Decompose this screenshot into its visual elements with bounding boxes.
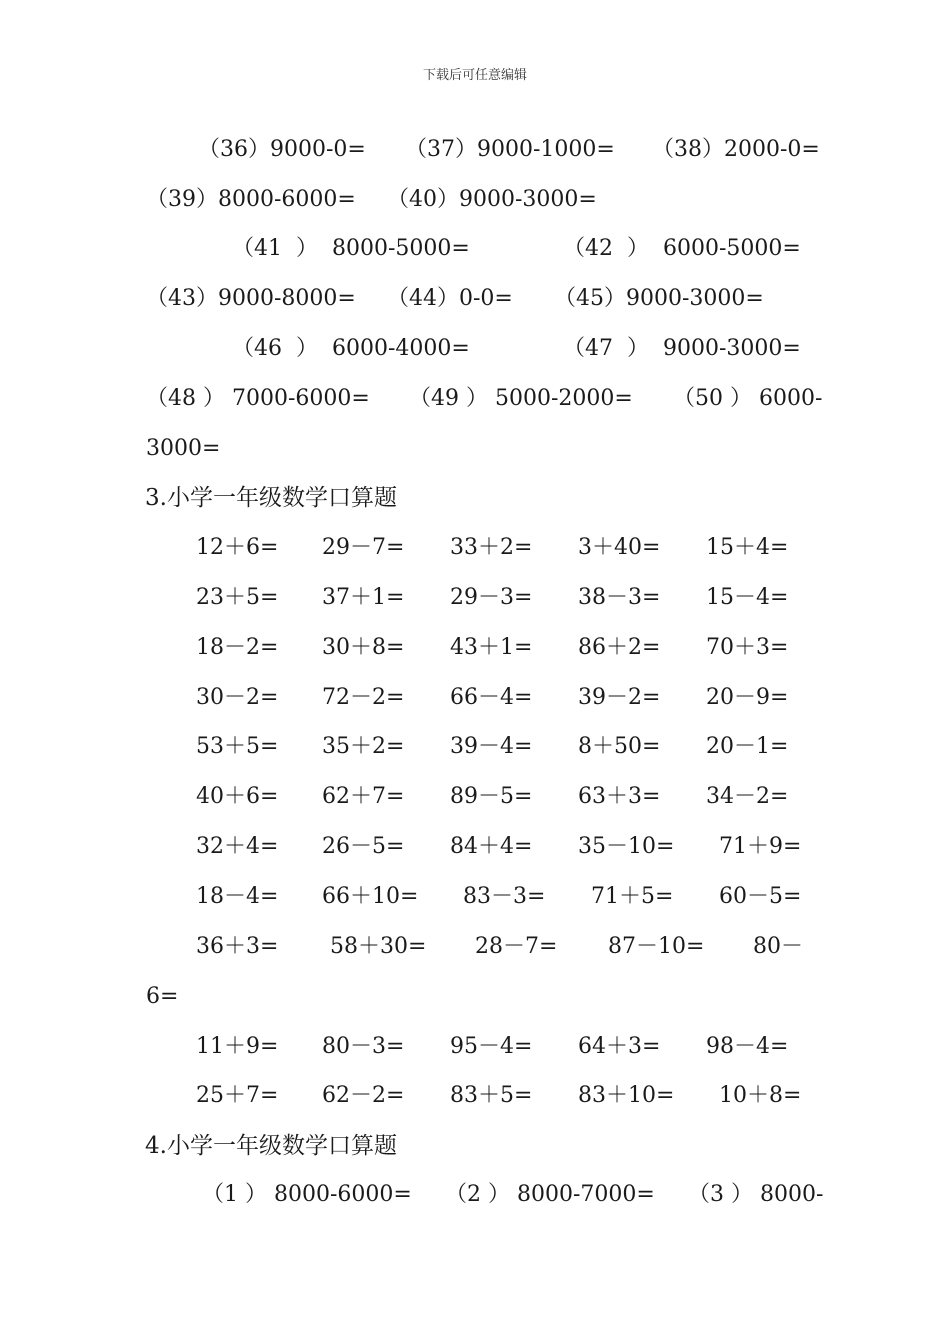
- section-4-title: 4.小学一年级数学口算题: [145, 1133, 397, 1159]
- problem-46: （46 ） 6000-4000=: [232, 336, 470, 361]
- problem: 83＋5=: [450, 1083, 533, 1108]
- problem: 32＋4=: [196, 834, 279, 859]
- problem-2: （2 ） 8000-7000=: [445, 1182, 655, 1207]
- problem-39: （39）8000-6000=: [146, 187, 356, 212]
- problem: 18－2=: [196, 635, 279, 660]
- problem-43: （43）9000-8000=: [146, 286, 356, 311]
- problem: 66－4=: [450, 685, 533, 710]
- problem: 35＋2=: [322, 734, 405, 759]
- problem: 84＋4=: [450, 834, 533, 859]
- problem: 8＋50=: [578, 734, 661, 759]
- problem-45: （45）9000-3000=: [554, 286, 764, 311]
- problem: 33＋2=: [450, 535, 533, 560]
- problem-3: （3 ） 8000-: [688, 1182, 824, 1207]
- problem-50-continued: 3000=: [146, 436, 221, 461]
- problem: 60－5=: [719, 884, 802, 909]
- problem: 83－3=: [463, 884, 546, 909]
- problem: 29－7=: [322, 535, 405, 560]
- problem: 64＋3=: [578, 1034, 661, 1059]
- problem: 63＋3=: [578, 784, 661, 809]
- problem: 66＋10=: [322, 884, 419, 909]
- problem-48: （48 ） 7000-6000=: [146, 386, 370, 411]
- problem-50: （50 ） 6000-: [673, 386, 823, 411]
- problem-36: （36）9000-0=: [198, 137, 366, 162]
- problem-49: （49 ） 5000-2000=: [409, 386, 633, 411]
- problem: 29－3=: [450, 585, 533, 610]
- problem: 39－2=: [578, 685, 661, 710]
- problem: 37＋1=: [322, 585, 405, 610]
- problem: 20－9=: [706, 685, 789, 710]
- problem: 23＋5=: [196, 585, 279, 610]
- problem: 87－10=: [608, 934, 705, 959]
- problem: 36＋3=: [196, 934, 279, 959]
- problem: 30－2=: [196, 685, 279, 710]
- problem: 83＋10=: [578, 1083, 675, 1108]
- problem: 58＋30=: [330, 934, 427, 959]
- problem: 72－2=: [322, 685, 405, 710]
- problem: 71＋9=: [719, 834, 802, 859]
- problem: 35－10=: [578, 834, 675, 859]
- problem-38: （38）2000-0=: [652, 137, 820, 162]
- problem: 89－5=: [450, 784, 533, 809]
- problem: 39－4=: [450, 734, 533, 759]
- problem: 11＋9=: [196, 1034, 279, 1059]
- problem: 43＋1=: [450, 635, 533, 660]
- problem-37: （37）9000-1000=: [405, 137, 615, 162]
- problem: 40＋6=: [196, 784, 279, 809]
- problem: 15－4=: [706, 585, 789, 610]
- problem: 98－4=: [706, 1034, 789, 1059]
- page-header: 下载后可任意编辑: [422, 68, 527, 83]
- problem-1: （1 ） 8000-6000=: [202, 1182, 412, 1207]
- problem-42: （42 ） 6000-5000=: [563, 236, 801, 261]
- problem: 10＋8=: [719, 1083, 802, 1108]
- problem: 80－3=: [322, 1034, 405, 1059]
- problem-47: （47 ） 9000-3000=: [563, 336, 801, 361]
- problem: 3＋40=: [578, 535, 661, 560]
- problem: 62＋7=: [322, 784, 405, 809]
- section-3-title: 3.小学一年级数学口算题: [145, 485, 397, 511]
- problem-44: （44）0-0=: [387, 286, 513, 311]
- problem: 25＋7=: [196, 1083, 279, 1108]
- problem: 26－5=: [322, 834, 405, 859]
- problem: 86＋2=: [578, 635, 661, 660]
- problem: 30＋8=: [322, 635, 405, 660]
- problem: 15＋4=: [706, 535, 789, 560]
- problem: 20－1=: [706, 734, 789, 759]
- problem: 28－7=: [475, 934, 558, 959]
- problem: 12＋6=: [196, 535, 279, 560]
- problem-40: （40）9000-3000=: [387, 187, 597, 212]
- problem: 53＋5=: [196, 734, 279, 759]
- problem-continued: 6=: [146, 984, 179, 1009]
- problem: 18－4=: [196, 884, 279, 909]
- problem-41: （41 ） 8000-5000=: [232, 236, 470, 261]
- problem: 34－2=: [706, 784, 789, 809]
- problem: 70＋3=: [706, 635, 789, 660]
- problem: 71＋5=: [591, 884, 674, 909]
- problem: 80－: [753, 934, 803, 959]
- problem: 38－3=: [578, 585, 661, 610]
- problem: 62－2=: [322, 1083, 405, 1108]
- problem: 95－4=: [450, 1034, 533, 1059]
